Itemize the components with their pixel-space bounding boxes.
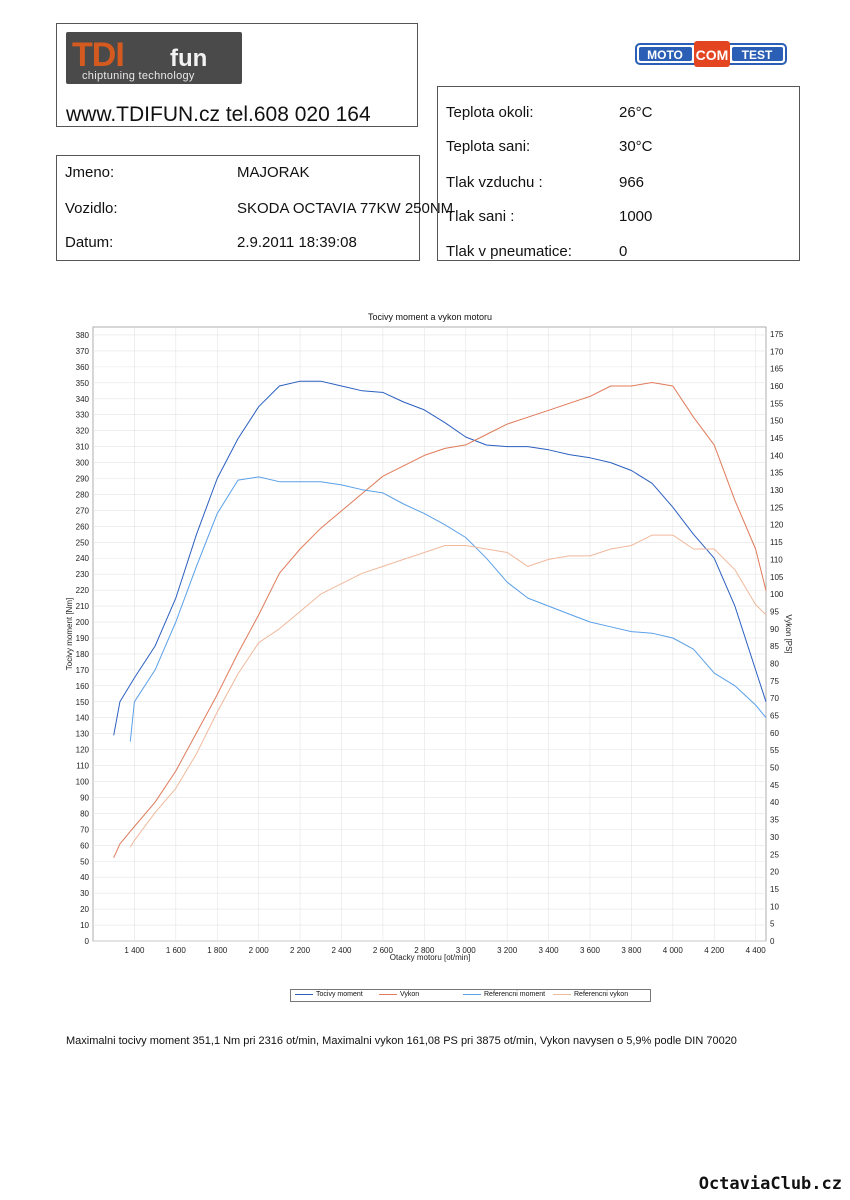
y-tick-label: 230 (75, 570, 89, 580)
customer-label-name: Jmeno: (65, 164, 115, 181)
y-tick-label: 340 (75, 394, 89, 404)
y-tick-label: 210 (75, 602, 89, 612)
y-tick-label: 200 (75, 618, 89, 628)
y2-tick-label: 170 (770, 347, 784, 357)
y2-tick-label: 90 (770, 624, 779, 634)
y-tick-label: 310 (75, 442, 89, 452)
legend-label-ref-power: Referencni vykon (574, 991, 629, 998)
y-tick-label: 160 (75, 681, 89, 691)
y-tick-label: 290 (75, 474, 89, 484)
y-tick-label: 70 (80, 825, 89, 835)
y2-tick-label: 10 (770, 902, 779, 912)
y-tick-label: 120 (75, 745, 89, 755)
y2-tick-label: 135 (770, 468, 784, 478)
y2-tick-label: 75 (770, 676, 779, 686)
y-tick-label: 50 (80, 857, 89, 867)
x-tick-label: 2 000 (248, 946, 269, 955)
x-tick-label: 3 000 (455, 946, 476, 955)
web-tel-line: www.TDIFUN.cz tel.608 020 164 (66, 103, 371, 126)
cond-label-intake-pressure: Tlak sani : (446, 208, 515, 225)
y-tick-label: 220 (75, 586, 89, 596)
x-tick-label: 3 200 (497, 946, 518, 955)
y-tick-label: 280 (75, 490, 89, 500)
cond-value-tire-pressure: 0 (619, 243, 628, 260)
y-axis-right (770, 330, 784, 946)
x-tick-label: 4 000 (662, 946, 683, 955)
conditions-box (437, 86, 800, 261)
y2-tick-label: 115 (770, 538, 783, 548)
customer-label-date: Datum: (65, 234, 114, 251)
cond-value-intake-temp: 30°C (619, 138, 653, 155)
y-tick-label: 110 (76, 761, 89, 771)
y-tick-label: 90 (80, 793, 89, 803)
x-tick-label: 3 400 (538, 946, 559, 955)
y2-tick-label: 100 (770, 590, 784, 600)
y-tick-label: 300 (75, 458, 89, 468)
y2-tick-label: 35 (770, 815, 779, 825)
legend-item-torque (295, 991, 363, 998)
mct-test: TEST (741, 48, 773, 62)
y2-tick-label: 110 (770, 555, 783, 565)
legend-item-ref-power (553, 991, 628, 998)
y2-axis-title: Vykon [PS] (784, 614, 793, 654)
y-tick-label: 240 (75, 554, 89, 564)
y-tick-label: 270 (75, 506, 89, 516)
y-tick-label: 20 (80, 905, 89, 915)
x-tick-label: 4 400 (745, 946, 766, 955)
legend-swatch-torque (295, 994, 313, 995)
customer-value-date: 2.9.2011 18:39:08 (237, 234, 357, 251)
customer-value-name: MAJORAK (237, 164, 310, 181)
y2-tick-label: 125 (770, 503, 784, 513)
y-tick-label: 150 (75, 697, 89, 707)
y-tick-label: 320 (75, 426, 89, 436)
y-tick-label: 0 (84, 937, 89, 946)
mct-moto: MOTO (647, 48, 683, 62)
y2-tick-label: 95 (770, 607, 779, 617)
y2-tick-label: 65 (770, 711, 779, 721)
y-axis-left (76, 331, 90, 946)
y2-tick-label: 0 (770, 937, 775, 946)
plot-frame (93, 327, 766, 941)
legend-label-ref-torque: Referencni moment (484, 991, 546, 998)
x-tick-label: 4 200 (704, 946, 725, 955)
legend-swatch-ref-torque (463, 994, 481, 995)
customer-value-vehicle: SKODA OCTAVIA 77KW 250NM (237, 200, 454, 217)
legend-label-torque: Tocivy moment (316, 991, 363, 998)
cond-label-air-pressure: Tlak vzduchu : (446, 174, 543, 191)
cond-value-ambient-temp: 26°C (619, 104, 653, 121)
y-tick-label: 190 (75, 633, 89, 643)
y2-tick-label: 20 (770, 867, 779, 877)
y2-tick-label: 175 (770, 329, 784, 339)
watermark: OctaviaClub.cz (698, 1174, 842, 1194)
legend-item-ref-torque (463, 991, 545, 998)
legend-item-power (379, 991, 419, 998)
legend-label-power: Vykon (400, 991, 420, 998)
x-tick-label: 2 200 (290, 946, 311, 955)
y2-tick-label: 105 (770, 572, 784, 582)
y2-tick-label: 40 (770, 798, 779, 808)
x-tick-label: 3 600 (579, 946, 601, 955)
y2-tick-label: 80 (770, 659, 779, 669)
y2-tick-label: 85 (770, 642, 779, 652)
y2-tick-label: 50 (770, 763, 779, 773)
chart-title: Tocivy moment a vykon motoru (367, 312, 493, 322)
y2-tick-label: 145 (770, 434, 784, 444)
tdifun-logo (66, 32, 242, 84)
cond-label-intake-temp: Teplota sani: (446, 138, 531, 155)
customer-label-vehicle: Vozidlo: (65, 200, 118, 217)
y2-tick-label: 140 (770, 451, 784, 461)
y2-tick-label: 165 (770, 364, 784, 374)
y-tick-label: 140 (75, 713, 89, 723)
y2-tick-label: 15 (770, 884, 779, 894)
legend-swatch-ref-power (553, 994, 571, 995)
chart-legend (290, 989, 651, 1002)
x-tick-label: 2 400 (331, 946, 352, 955)
y-tick-label: 40 (80, 873, 89, 883)
cond-label-tire-pressure: Tlak v pneumatice: (446, 243, 572, 260)
y-tick-label: 380 (75, 330, 89, 340)
y2-tick-label: 160 (770, 381, 784, 391)
x-tick-label: 1 400 (124, 946, 145, 955)
x-tick-label: 3 800 (621, 946, 642, 955)
y-axis-title: Tocivy moment [Nm] (65, 597, 74, 671)
logo-tagline: chiptuning technology (82, 70, 195, 82)
x-tick-label: 2 600 (372, 946, 393, 955)
y-tick-label: 370 (75, 346, 89, 356)
y-tick-label: 330 (75, 410, 89, 420)
y-tick-label: 100 (75, 777, 89, 787)
legend-swatch-power (379, 994, 397, 995)
y-tick-label: 350 (75, 378, 89, 388)
logo-fun-text: fun (170, 45, 208, 72)
y-tick-label: 360 (75, 362, 89, 372)
y2-tick-label: 25 (770, 850, 779, 860)
y-tick-label: 170 (75, 665, 89, 675)
y-tick-label: 250 (75, 538, 89, 548)
motocomtest-logo (635, 40, 787, 68)
y-tick-label: 30 (80, 889, 89, 899)
series-line-3 (130, 535, 766, 847)
x-axis-title: Otacky motoru [ot/min] (389, 953, 471, 962)
x-tick-label: 1 800 (207, 946, 228, 955)
series-lines (114, 381, 766, 858)
summary-text: Maximalni tocivy moment 351,1 Nm pri 2316 ot/min, Maximalni vykon 161,08 PS pri 3875 ot/min, Vykon navysen o 5,9% podle DIN 70020 (66, 1035, 737, 1047)
y2-tick-label: 60 (770, 728, 779, 738)
y2-tick-label: 150 (770, 416, 784, 426)
y2-tick-label: 70 (770, 694, 779, 704)
y-tick-label: 130 (75, 729, 89, 739)
x-tick-label: 1 600 (165, 946, 186, 955)
y-tick-label: 60 (80, 841, 89, 851)
customer-info-box (56, 155, 454, 261)
y2-tick-label: 155 (770, 399, 784, 409)
series-line-1 (114, 383, 766, 858)
logo-main-text: TDI (72, 36, 124, 74)
dyno-chart (0, 300, 850, 980)
cond-value-air-pressure: 966 (619, 174, 645, 191)
y-tick-label: 80 (80, 809, 89, 819)
y-tick-label: 180 (75, 649, 89, 659)
y-tick-label: 10 (80, 921, 89, 931)
y2-tick-label: 55 (770, 746, 779, 756)
mct-com: COM (695, 47, 729, 63)
y2-tick-label: 130 (770, 486, 784, 496)
grid-lines (93, 327, 766, 941)
cond-value-intake-pressure: 1000 (619, 208, 653, 225)
y-tick-label: 260 (75, 522, 89, 532)
y2-tick-label: 30 (770, 832, 779, 842)
y2-tick-label: 5 (770, 919, 775, 929)
y2-tick-label: 45 (770, 780, 779, 790)
cond-label-ambient-temp: Teplota okoli: (446, 104, 534, 121)
y2-tick-label: 120 (770, 520, 784, 530)
x-tick-label: 2 800 (414, 946, 435, 955)
